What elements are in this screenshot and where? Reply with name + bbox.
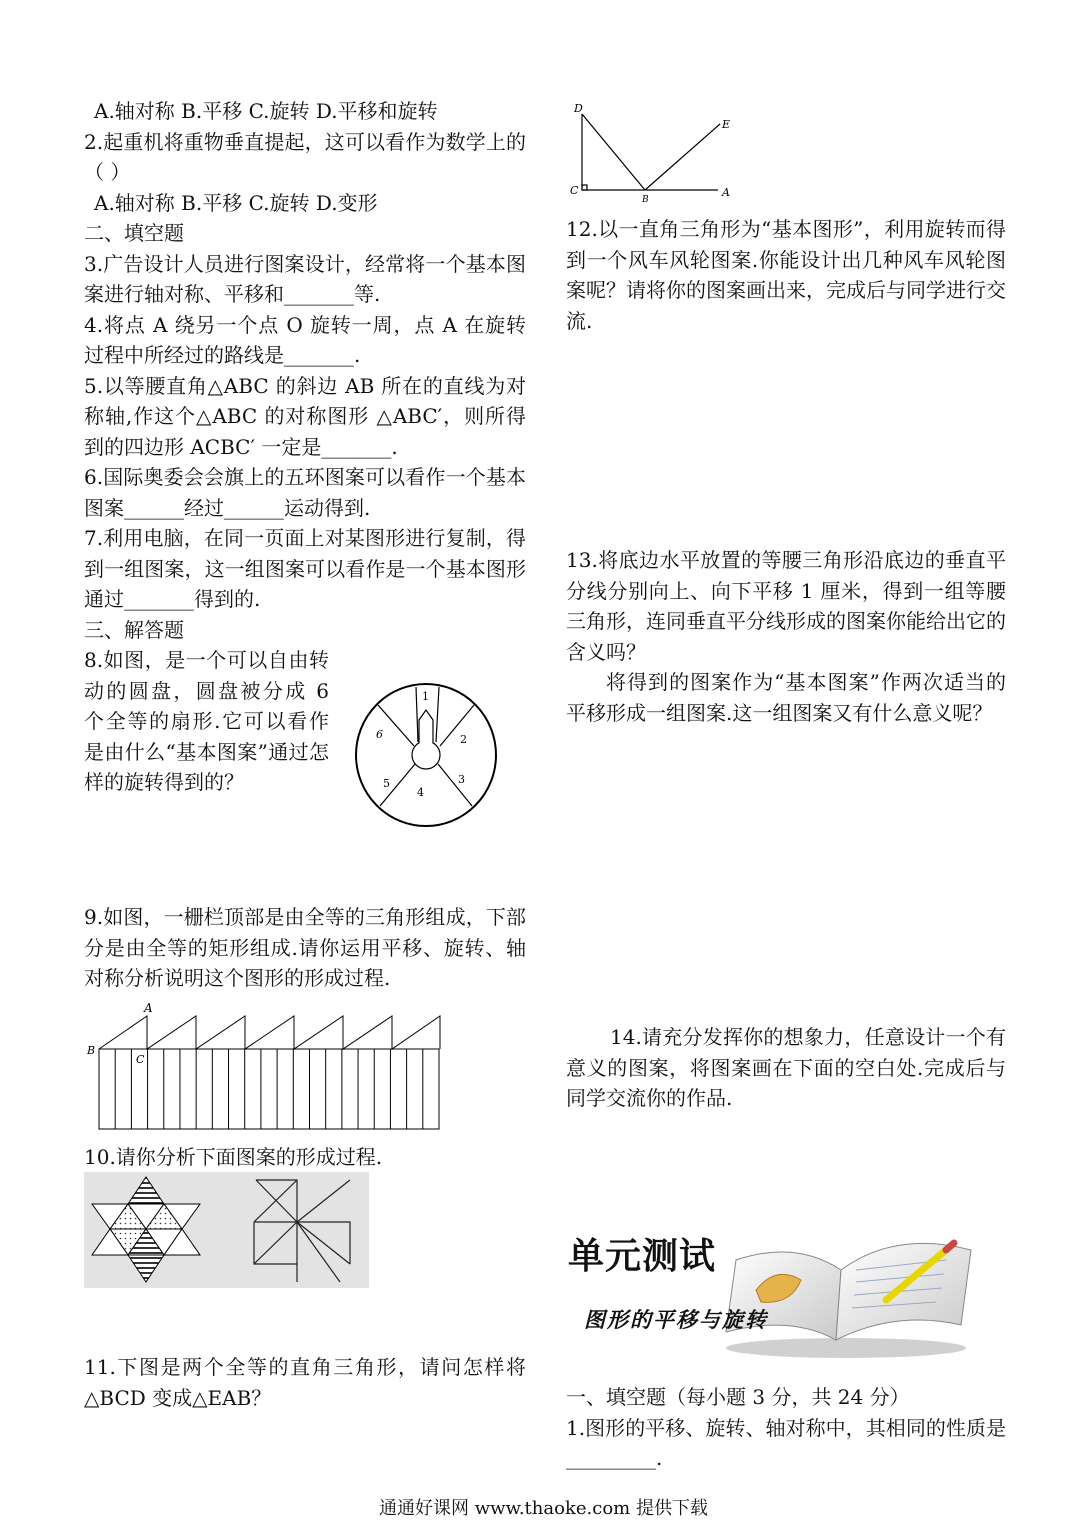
book-illustration: [706, 1220, 1006, 1360]
disc-label: 6: [376, 728, 383, 741]
disc-label: 4: [417, 786, 424, 799]
triangle-label-a: A: [722, 186, 730, 199]
question-3: 3.广告设计人员进行图案设计，经常将一个基本图案进行轴对称、平移和_______等.: [84, 251, 526, 306]
question-9: 9.如图，一栅栏顶部是由全等的三角形组成，下部分是由全等的矩形组成.请你运用平移、旋转、轴对称分析说明这个图形的形成过程.: [84, 905, 526, 990]
q1-options: A.轴对称 B.平移 C.旋转 D.平移和旋转: [94, 99, 438, 123]
triangle-label-e: E: [722, 118, 731, 131]
question-13-block: [566, 545, 1006, 728]
question-5: 5.以等腰直角△ABC 的斜边 AB 所在的直线为对称轴,作这个△ABC 的对称图形 △ABC′，则所得到的四边形 ACBC′ 一定是_______.: [84, 373, 526, 459]
question-13-part-b: 将得到的图案作为“基本图案”作两次适当的平移形成一组图案.这一组图案又有什么意义呢？: [566, 670, 1006, 725]
unit-test-block: [566, 1382, 1006, 1474]
q2-options: A.轴对称 B.平移 C.旋转 D.变形: [94, 190, 378, 215]
unit-test-subtitle: 图形的平移与旋转: [584, 1308, 768, 1332]
question-6: 6.国际奥委会会旗上的五环图案可以看作一个基本图案______经过______运动得到.: [84, 465, 526, 520]
disc-label: 1: [422, 690, 429, 703]
question-14-block: [566, 1022, 1006, 1114]
fence-label-b: B: [87, 1044, 96, 1057]
question-2: 2.起重机将重物垂直提起，这可以看作为数学上的（ ）: [84, 129, 526, 184]
page-footer: 通通好课网 www.thaoke.com 提供下载: [379, 1498, 708, 1519]
question-10-block: [84, 1142, 526, 1173]
unit-test-banner: [566, 1220, 1006, 1360]
fence-figure: [84, 1000, 444, 1132]
question-8: 8.如图，是一个可以自由转动的圆盘，圆盘被分成 6 个全等的扇形.它可以看作是由什么“基本图案”通过怎样的旋转得到的？: [84, 648, 329, 794]
rotating-disc-figure: [350, 680, 505, 830]
right-column: [566, 214, 1006, 336]
triangle-label-b: B: [642, 195, 649, 205]
section-answer: 三、解答题: [84, 617, 184, 642]
test-question-1: 1.图形的平移、旋转、轴对称中，其相同的性质是_________.: [566, 1415, 1006, 1470]
question-7: 7.利用电脑，在同一页面上对某图形进行复制，得到一组图案，这一组图案可以看作是一个基本图形通过_______得到的.: [84, 526, 526, 611]
triangle-label-d: D: [574, 102, 583, 115]
fence-label-a: A: [144, 1001, 153, 1015]
section-fill-blank: 二、填空题: [84, 221, 184, 245]
question-13-part-a: 13.将底边水平放置的等腰三角形沿底边的垂直平分线分别向上、向下平移 1 厘米，得到一组等腰三角形，连同垂直平分线形成的图案你能给出它的含义吗？: [566, 548, 1006, 664]
question-12: 12.以一直角三角形为“基本图形”，利用旋转而得到一个风车风轮图案.你能设计出几种风车风轮图案呢？请将你的图案画出来，完成后与同学进行交流.: [566, 217, 1006, 333]
question-9-block: [84, 902, 526, 994]
question-11-block: [84, 1352, 526, 1413]
test-section-fill-blank: 一、填空题（每小题 3 分，共 24 分）: [566, 1385, 910, 1409]
disc-label: 3: [458, 773, 465, 786]
right-triangles-figure: [566, 96, 746, 206]
disc-label: 5: [383, 777, 390, 790]
question-4: 4.将点 A 绕另一个点 O 旋转一周，点 A 在旋转过程中所经过的路线是_______.: [84, 312, 526, 367]
unit-test-title: 单元测试: [568, 1236, 717, 1277]
fence-label-c: C: [136, 1053, 145, 1066]
question-10: 10.请你分析下面图案的形成过程.: [84, 1145, 383, 1169]
disc-label: 2: [460, 733, 467, 746]
question-14: 14.请充分发挥你的想象力，任意设计一个有意义的图案，将图案画在下面的空白处.完成后与同学交流你的作品.: [566, 1025, 1006, 1110]
triangle-label-c: C: [570, 184, 579, 197]
pattern-figure: [84, 1172, 369, 1288]
question-11: 11.下图是两个全等的直角三角形，请问怎样将△BCD 变成△EAB？: [84, 1355, 526, 1410]
